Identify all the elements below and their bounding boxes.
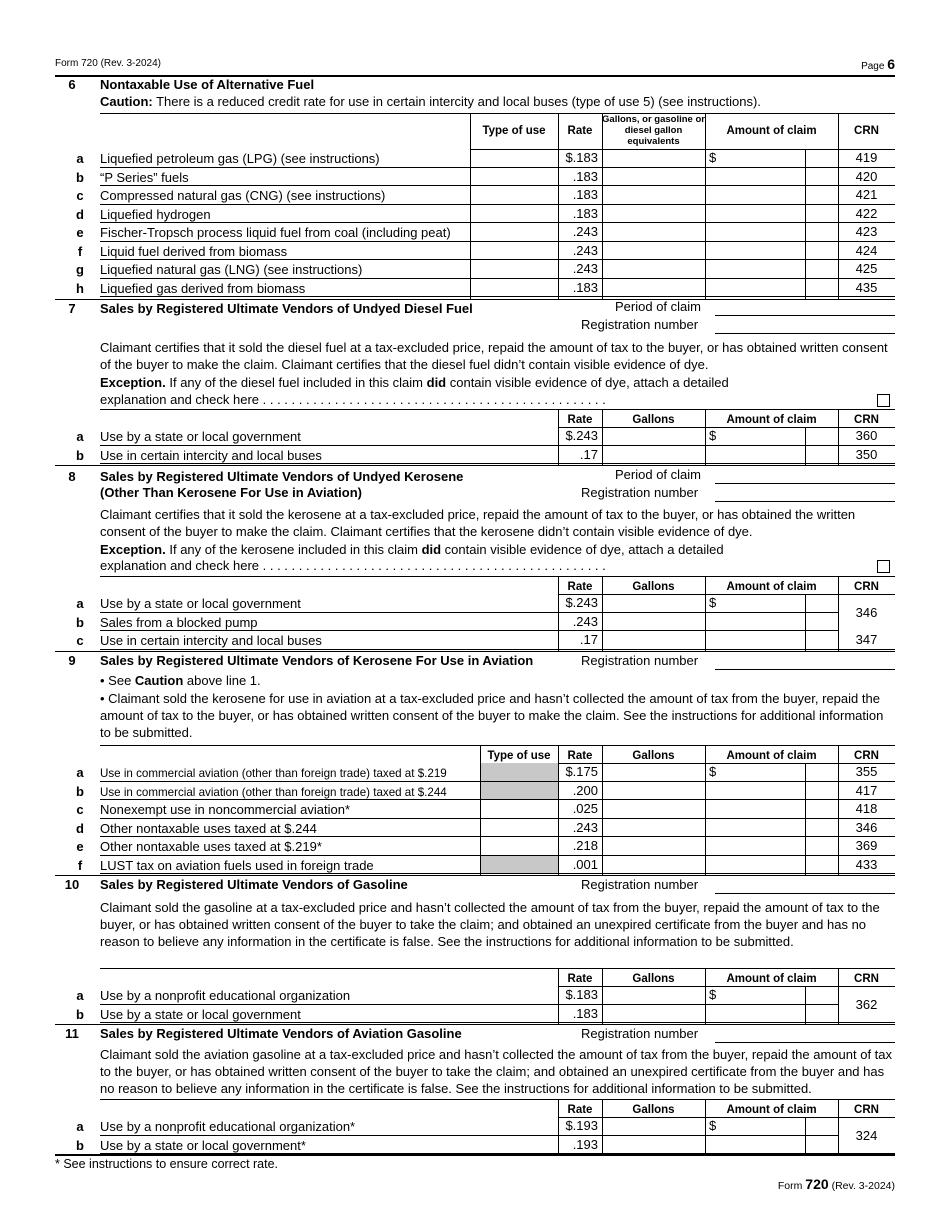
line-letter: a — [76, 988, 84, 1003]
rate-value: .183 — [572, 279, 598, 295]
rate-value: $.243 — [565, 595, 598, 610]
line-letter: c — [76, 802, 84, 817]
col-amount: Amount of claim — [726, 125, 817, 137]
line-letter: a — [76, 151, 84, 166]
type-of-use-field[interactable] — [471, 279, 558, 298]
rate-value: .183 — [572, 168, 598, 184]
table-row — [55, 205, 895, 224]
rate-value: .17 — [579, 632, 598, 647]
col-gallons: Gallons — [632, 581, 675, 593]
col-gallons: Gallons — [632, 414, 675, 426]
table-row — [55, 1136, 895, 1155]
caution-text: Caution: There is a reduced credit rate for use in certain intercity and local buses (type of use 5) (see instructions). — [100, 94, 761, 109]
crn-value: 422 — [855, 205, 878, 221]
gallons-field[interactable] — [603, 205, 704, 224]
table-row — [55, 1005, 895, 1024]
gallons-field[interactable] — [603, 800, 704, 819]
table-row — [55, 837, 895, 856]
type-of-use-field[interactable] — [481, 800, 558, 819]
crn-value: 424 — [855, 242, 878, 258]
amount-of-claim-field[interactable] — [706, 205, 804, 224]
certification-text: • Claimant sold the kerosene for use in aviation at a tax-excluded price and hasn’t collected the amount of tax from the buyer, repaid the amount of tax to the buyer, or has obtained written consent of the buyer to make the claim. See the instructions for additional information to be submitted. — [100, 691, 884, 740]
section-8 — [55, 465, 895, 652]
col-amount: Amount of claim — [726, 414, 817, 426]
footnote: * See instructions to ensure correct rate. — [55, 1157, 279, 1171]
gallons-field[interactable] — [603, 149, 704, 168]
rate-value: .200 — [572, 782, 598, 798]
line-number: 10 — [64, 877, 80, 892]
amount-of-claim-field[interactable] — [706, 427, 804, 446]
gallons-field[interactable] — [603, 782, 704, 801]
section-title: Sales by Registered Ultimate Vendors of Aviation Gasoline — [100, 1026, 462, 1041]
form-page — [55, 0, 895, 1230]
rate-value: .243 — [572, 242, 598, 258]
col-type-of-use: Type of use — [482, 125, 546, 137]
registration-number-label: Registration number — [581, 1026, 699, 1041]
line-description: “P Series” fuels — [100, 169, 189, 185]
line-description: Other nontaxable uses taxed at $.219* — [100, 839, 322, 854]
amount-of-claim-field[interactable] — [706, 242, 804, 261]
table-row — [55, 986, 895, 1005]
line-description: Use in certain intercity and local buses — [100, 633, 322, 648]
col-rate: Rate — [567, 125, 593, 137]
line-description: LUST tax on aviation fuels used in foreign trade — [100, 857, 374, 873]
amount-of-claim-field[interactable] — [706, 279, 804, 298]
line-letter: c — [76, 188, 84, 203]
certification-text: Claimant certifies that it sold the kerosene at a tax-excluded price, repaid the amount of tax to the buyer, or has obtained the written consent of the buyer to make the claim. Claimant certifies that the kerosene didn’t contain visible evidence of dye. — [100, 507, 856, 539]
form-footer: Form 720 (Rev. 3-2024) — [777, 1176, 895, 1192]
shaded-cell — [481, 856, 558, 875]
form-id: Form 720 (Rev. 3-2024) — [55, 58, 161, 69]
amount-of-claim-field[interactable] — [706, 260, 804, 279]
table-row — [55, 260, 895, 279]
table-row — [55, 819, 895, 838]
period-of-claim-label: Period of claim — [615, 467, 701, 482]
col-crn: CRN — [854, 581, 879, 593]
type-of-use-field[interactable] — [471, 168, 558, 187]
amount-of-claim-field[interactable] — [706, 168, 804, 187]
line-letter: b — [76, 1137, 84, 1153]
shaded-cell — [481, 782, 558, 801]
crn-ab: 346 — [855, 605, 878, 620]
line-letter: d — [76, 820, 84, 836]
gallons-field[interactable] — [603, 279, 704, 298]
gallons-field[interactable] — [603, 613, 704, 632]
line-letter: f — [77, 243, 83, 259]
col-gallons: Gallons — [632, 750, 675, 762]
amount-of-claim-field[interactable] — [706, 1005, 804, 1024]
shaded-cell — [481, 763, 558, 782]
table-row — [55, 800, 895, 819]
section-9 — [55, 651, 895, 875]
registration-number-field[interactable] — [715, 1042, 895, 1043]
line-description: Use by a state or local government — [100, 429, 301, 444]
crn-value: 435 — [855, 279, 878, 295]
type-of-use-field[interactable] — [471, 186, 558, 205]
table-row — [55, 446, 895, 465]
gallons-field[interactable] — [603, 1136, 704, 1155]
registration-number-label: Registration number — [581, 653, 699, 668]
caution-ref: • See Caution above line 1. — [100, 673, 261, 688]
period-of-claim-field[interactable] — [715, 315, 895, 316]
table-row — [55, 856, 895, 875]
registration-number-field[interactable] — [715, 893, 895, 894]
line-number: 9 — [68, 653, 76, 668]
rate-value: $.183 — [565, 987, 598, 1002]
table-row — [55, 631, 895, 650]
rate-value: .243 — [572, 819, 598, 835]
rate-value: $.193 — [565, 1118, 598, 1133]
table-row — [55, 223, 895, 242]
rate-value: .193 — [572, 1136, 598, 1152]
rate-value: .183 — [572, 1005, 598, 1021]
amount-of-claim-field[interactable] — [706, 837, 804, 856]
col-rate: Rate — [567, 581, 593, 593]
line-letter: f — [77, 857, 83, 873]
dollar-sign: $ — [709, 428, 717, 443]
crn-value: 419 — [855, 150, 878, 165]
line-letter: b — [76, 169, 84, 185]
amount-of-claim-field[interactable] — [706, 594, 804, 613]
period-of-claim-field[interactable] — [715, 483, 895, 484]
gallons-field[interactable] — [603, 631, 704, 650]
amount-of-claim-field[interactable] — [706, 1117, 804, 1136]
line-number: 6 — [68, 77, 76, 92]
type-of-use-field[interactable] — [471, 260, 558, 279]
table-row — [55, 279, 895, 298]
line-letter: e — [76, 839, 84, 854]
gallons-field[interactable] — [603, 168, 704, 187]
section-title: Sales by Registered Ultimate Vendors of Gasoline — [100, 877, 408, 892]
section-title: Sales by Registered Ultimate Vendors of Undyed Diesel Fuel — [100, 301, 473, 316]
line-letter: a — [76, 765, 84, 780]
col-amount: Amount of claim — [726, 750, 817, 762]
section-10 — [55, 875, 895, 1025]
rate-value: .183 — [572, 187, 598, 202]
col-amount: Amount of claim — [726, 973, 817, 985]
gallons-field[interactable] — [603, 594, 704, 613]
rate-value: .218 — [572, 838, 598, 853]
certification-text: Claimant certifies that it sold the diesel fuel at a tax-excluded price, repaid the amount of tax to the buyer, or has obtained written consent of the buyer to make the claim. Claimant certifies that the diesel fuel didn’t contain visible evidence of dye. — [100, 340, 888, 372]
col-rate: Rate — [567, 973, 593, 985]
crn-value: 347 — [855, 632, 878, 647]
amount-of-claim-field[interactable] — [706, 819, 804, 838]
section-title: Sales by Registered Ultimate Vendors of Kerosene For Use in Aviation — [100, 653, 534, 668]
line-number: 11 — [65, 1026, 79, 1041]
rate-value: .183 — [572, 205, 598, 221]
dollar-sign: $ — [709, 150, 717, 165]
col-crn: CRN — [854, 973, 879, 985]
line-description: Liquefied gas derived from biomass — [100, 280, 306, 296]
exception-check-line: explanation and check here . . . . . . . . . . . . . . . . . . . . . . . . . . . . . . . . . . . . . . . . . . . . . . . . — [100, 392, 606, 407]
type-of-use-field[interactable] — [471, 223, 558, 242]
gallons-field[interactable] — [603, 242, 704, 261]
line-description: Use by a state or local government — [100, 1006, 301, 1022]
gallons-field[interactable] — [603, 186, 704, 205]
crn-value: 350 — [855, 446, 878, 462]
line-letter: h — [76, 280, 84, 296]
crn-value: 369 — [855, 838, 878, 853]
crn-ab: 324 — [855, 1128, 878, 1143]
type-of-use-field[interactable] — [471, 205, 558, 224]
gallons-field[interactable] — [603, 1005, 704, 1024]
line-description: Liquefied natural gas (LNG) (see instructions) — [100, 262, 363, 277]
col-rate: Rate — [567, 1104, 593, 1116]
gallons-field[interactable] — [603, 856, 704, 875]
rate-value: $.243 — [565, 428, 598, 443]
line-description: Compressed natural gas (CNG) (see instructions) — [100, 188, 386, 203]
type-of-use-field[interactable] — [471, 242, 558, 261]
table-row — [55, 1117, 895, 1136]
col-gallons: Gallons, or gasoline or diesel gallon equivalents — [602, 114, 705, 147]
crn-ab: 362 — [855, 997, 878, 1012]
amount-of-claim-field[interactable] — [706, 186, 804, 205]
line-description: Liquid fuel derived from biomass — [100, 243, 288, 259]
page-number: Page 6 — [861, 56, 895, 72]
table-row — [55, 763, 895, 782]
col-gallons: Gallons — [632, 973, 675, 985]
exception-checkbox[interactable] — [877, 394, 890, 407]
amount-of-claim-field[interactable] — [706, 856, 804, 875]
col-crn: CRN — [854, 750, 879, 762]
amount-of-claim-field[interactable] — [706, 446, 804, 465]
crn-value: 421 — [855, 187, 878, 202]
line-letter: e — [76, 225, 84, 240]
amount-of-claim-field[interactable] — [706, 1136, 804, 1155]
registration-number-label: Registration number — [581, 877, 699, 892]
registration-number-field[interactable] — [715, 501, 895, 502]
registration-number-field[interactable] — [715, 333, 895, 334]
line-description: Use by a nonprofit educational organization — [100, 988, 351, 1003]
col-amount: Amount of claim — [726, 1104, 817, 1116]
crn-value: 418 — [855, 801, 878, 816]
section-6 — [55, 76, 895, 301]
rate-value: .025 — [572, 801, 598, 816]
gallons-field[interactable] — [603, 260, 704, 279]
type-of-use-field[interactable] — [471, 149, 558, 168]
registration-number-field[interactable] — [715, 669, 895, 670]
rate-value: .17 — [579, 446, 598, 462]
line-description: Liquefied petroleum gas (LPG) (see instructions) — [100, 151, 380, 166]
line-description: Other nontaxable uses taxed at $.244 — [100, 820, 317, 836]
page-header — [55, 56, 895, 74]
table-row — [55, 149, 895, 168]
line-letter: d — [76, 206, 84, 222]
col-rate: Rate — [567, 750, 593, 762]
gallons-field[interactable] — [603, 427, 704, 446]
dollar-sign: $ — [709, 1118, 717, 1133]
gallons-field[interactable] — [603, 763, 704, 782]
line-letter: c — [76, 633, 84, 648]
rate-value: .243 — [572, 261, 598, 276]
table-row — [55, 427, 895, 446]
type-of-use-field[interactable] — [481, 837, 558, 856]
col-amount: Amount of claim — [726, 581, 817, 593]
crn-value: 355 — [855, 764, 878, 779]
line-description: Use by a nonprofit educational organization* — [100, 1119, 356, 1134]
line-letter: a — [76, 1119, 84, 1134]
line-description: Use in commercial aviation (other than foreign trade) taxed at $.244 — [100, 785, 447, 799]
gallons-field[interactable] — [603, 819, 704, 838]
col-type-of-use: Type of use — [487, 750, 551, 762]
exception-check-line: explanation and check here . . . . . . . . . . . . . . . . . . . . . . . . . . . . . . . . . . . . . . . . . . . . . . . . — [100, 558, 606, 573]
amount-of-claim-field[interactable] — [706, 800, 804, 819]
section-title: Nontaxable Use of Alternative Fuel — [100, 77, 315, 92]
exception-text: Exception. If any of the kerosene included in this claim did contain visible evidence of dye, attach a detailed — [100, 542, 724, 557]
section-subtitle: (Other Than Kerosene For Use in Aviation) — [100, 485, 362, 500]
crn-value: 425 — [855, 261, 878, 276]
line-description: Use in commercial aviation (other than foreign trade) taxed at $.219 — [100, 767, 447, 780]
col-crn: CRN — [854, 1104, 879, 1116]
rate-value: $.175 — [565, 764, 598, 779]
rate-value: .001 — [572, 856, 598, 872]
rate-value: $.183 — [565, 150, 598, 165]
line-letter: a — [76, 429, 84, 444]
line-letter: a — [76, 596, 84, 611]
line-description: Use by a state or local government* — [100, 1137, 306, 1153]
col-crn: CRN — [854, 414, 879, 426]
amount-of-claim-field[interactable] — [706, 223, 804, 242]
line-letter: g — [76, 262, 84, 277]
crn-value: 420 — [855, 168, 878, 184]
crn-value: 433 — [855, 856, 878, 872]
amount-of-claim-field[interactable] — [706, 782, 804, 801]
section-7 — [55, 299, 895, 467]
section-11 — [55, 1024, 895, 1156]
certification-text: Claimant sold the gasoline at a tax-excluded price and hasn’t collected the amount of tax from the buyer, repaid the amount of tax to the buyer, or has obtained written consent of the buyer to take the claim; and obtained an unexpired certificate from the buyer and has no reason to believe any information in the certificate is false. See the instructions for additional information to be submitted. — [100, 900, 880, 949]
amount-of-claim-field[interactable] — [706, 986, 804, 1005]
table-row — [55, 782, 895, 801]
exception-text: Exception. If any of the diesel fuel included in this claim did contain visible evidence of dye, attach a detailed — [100, 375, 729, 390]
period-of-claim-label: Period of claim — [615, 299, 701, 314]
rate-value: .243 — [572, 224, 598, 239]
line-letter: b — [76, 1006, 84, 1022]
registration-number-label: Registration number — [581, 485, 699, 500]
line-letter: b — [76, 447, 84, 463]
gallons-field[interactable] — [603, 223, 704, 242]
table-row — [55, 168, 895, 187]
amount-of-claim-field[interactable] — [706, 631, 804, 650]
exception-checkbox[interactable] — [877, 560, 890, 573]
line-number: 7 — [68, 301, 76, 316]
amount-of-claim-field[interactable] — [706, 149, 804, 168]
line-description: Liquefied hydrogen — [100, 206, 211, 222]
line-description: Nonexempt use in noncommercial aviation* — [100, 802, 351, 817]
gallons-field[interactable] — [603, 986, 704, 1005]
line-letter: b — [76, 783, 84, 799]
section-title: Sales by Registered Ultimate Vendors of Undyed Kerosene — [100, 469, 464, 484]
line-description: Use by a state or local government — [100, 596, 301, 611]
gallons-field[interactable] — [603, 837, 704, 856]
dollar-sign: $ — [709, 595, 717, 610]
table-row — [55, 594, 895, 613]
line-number: 8 — [68, 469, 76, 484]
col-gallons: Gallons — [632, 1104, 675, 1116]
registration-number-label: Registration number — [581, 317, 699, 332]
table-row — [55, 242, 895, 261]
table-row — [55, 613, 895, 632]
crn-value: 423 — [855, 224, 878, 239]
amount-of-claim-field[interactable] — [706, 613, 804, 632]
dollar-sign: $ — [709, 764, 717, 779]
line-description: Sales from a blocked pump — [100, 614, 258, 630]
crn-value: 417 — [855, 782, 878, 798]
crn-value: 346 — [855, 819, 878, 835]
col-crn: CRN — [854, 125, 879, 137]
line-letter: b — [76, 614, 84, 630]
table-row — [55, 186, 895, 205]
col-rate: Rate — [567, 414, 593, 426]
rate-value: .243 — [572, 613, 598, 629]
dollar-sign: $ — [709, 987, 717, 1002]
certification-text: Claimant sold the aviation gasoline at a tax-excluded price and hasn’t collected the amount of tax from the buyer, repaid the amount of tax to the buyer, or has obtained written consent of the buyer to take the claim; and obtained an unexpired certificate from the buyer and has no reason to believe any information in the certificate is false. See the instructions for additional information to be submitted. — [100, 1047, 893, 1096]
type-of-use-field[interactable] — [481, 819, 558, 838]
gallons-field[interactable] — [603, 1117, 704, 1136]
line-description: Use in certain intercity and local buses — [100, 447, 322, 463]
gallons-field[interactable] — [603, 446, 704, 465]
amount-of-claim-field[interactable] — [706, 763, 804, 782]
crn-value: 360 — [855, 428, 878, 443]
line-description: Fischer-Tropsch process liquid fuel from coal (including peat) — [100, 225, 451, 240]
